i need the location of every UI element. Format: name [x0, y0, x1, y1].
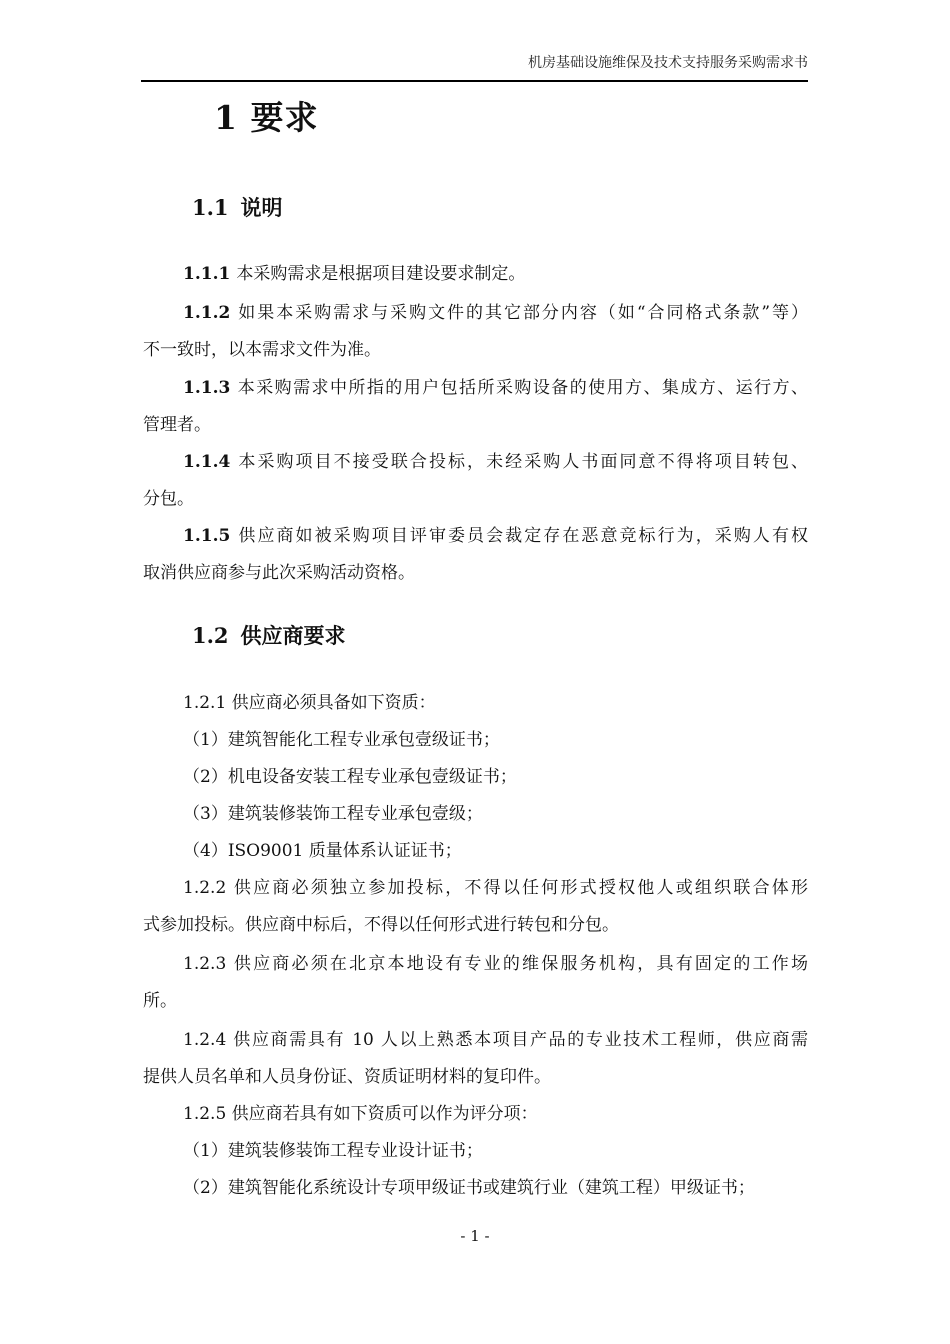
- clause-1-2-4-cont: 提供人员名单和人员身份证、资质证明材料的复印件。: [143, 1067, 551, 1087]
- clause-text: 本采购需求是根据项目建设要求制定。: [236, 264, 526, 284]
- section-number: 1.1: [192, 195, 229, 220]
- clause-number: 1.1.1: [183, 264, 231, 284]
- header-title: 机房基础设施维保及技术支持服务采购需求书: [528, 55, 808, 71]
- clause-1-2-5: 1.2.5 供应商若具有如下资质可以作为评分项：: [183, 1104, 538, 1124]
- chapter-title: 1 要求: [214, 98, 319, 137]
- clause-number: 1.1.5: [183, 526, 231, 546]
- page-number: - 1 -: [460, 1227, 490, 1245]
- clause-1-2-2-cont: 式参加投标。供应商中标后，不得以任何形式进行转包和分包。: [143, 915, 619, 935]
- clause-1-1-1: [183, 263, 525, 285]
- list-item: （2）机电设备安装工程专业承包壹级证书；: [183, 767, 517, 787]
- list-item: （1）建筑智能化工程专业承包壹级证书；: [183, 730, 500, 750]
- clause-text: 供应商如被采购项目评审委员会裁定存在恶意竞标行为，采购人有权: [236, 526, 808, 546]
- section-title: 说明: [240, 195, 283, 220]
- clause-1-2-2: 1.2.2 供应商必须独立参加投标，不得以任何形式授权他人或组织联合体形: [183, 878, 808, 898]
- clause-1-2-4: 1.2.4 供应商需具有 10 人以上熟悉本项目产品的专业技术工程师，供应商需: [183, 1030, 808, 1050]
- clause-number: 1.1.3: [183, 378, 231, 398]
- clause-number: 1.1.4: [183, 452, 231, 472]
- clause-1-1-2: [183, 302, 808, 324]
- clause-number: 1.1.2: [183, 303, 231, 323]
- section-title: 供应商要求: [240, 623, 346, 648]
- clause-1-1-2-cont: 不一致时，以本需求文件为准。: [143, 340, 381, 360]
- clause-1-1-4-cont: 分包。: [143, 489, 194, 509]
- clause-1-1-3-cont: 管理者。: [143, 415, 211, 435]
- clause-text: 如果本采购需求与采购文件的其它部分内容（如“合同格式条款”等）: [236, 303, 808, 323]
- clause-1-1-5-cont: 取消供应商参与此次采购活动资格。: [143, 563, 415, 583]
- list-item: （1）建筑装修装饰工程专业设计证书；: [183, 1141, 483, 1161]
- clause-text: 本采购需求中所指的用户包括所采购设备的使用方、集成方、运行方、: [236, 378, 808, 398]
- clause-1-2-3: 1.2.3 供应商必须在北京本地设有专业的维保服务机构，具有固定的工作场: [183, 954, 808, 974]
- clause-1-2-3-cont: 所。: [143, 991, 177, 1011]
- clause-1-1-4: [183, 451, 808, 473]
- clause-1-1-5: [183, 525, 808, 547]
- section-heading-1-2: [192, 620, 346, 650]
- section-heading-1-1: [192, 192, 283, 222]
- clause-1-2-1: 1.2.1 供应商必须具备如下资质：: [183, 693, 436, 713]
- list-item: （2）建筑智能化系统设计专项甲级证书或建筑行业（建筑工程）甲级证书；: [183, 1178, 755, 1198]
- clause-1-1-3: [183, 377, 808, 399]
- section-number: 1.2: [192, 623, 229, 648]
- list-item: （4）ISO9001 质量体系认证证书；: [183, 841, 462, 861]
- clause-text: 本采购项目不接受联合投标，未经采购人书面同意不得将项目转包、: [236, 452, 808, 472]
- list-item: （3）建筑装修装饰工程专业承包壹级；: [183, 804, 483, 824]
- header-rule: [141, 80, 808, 82]
